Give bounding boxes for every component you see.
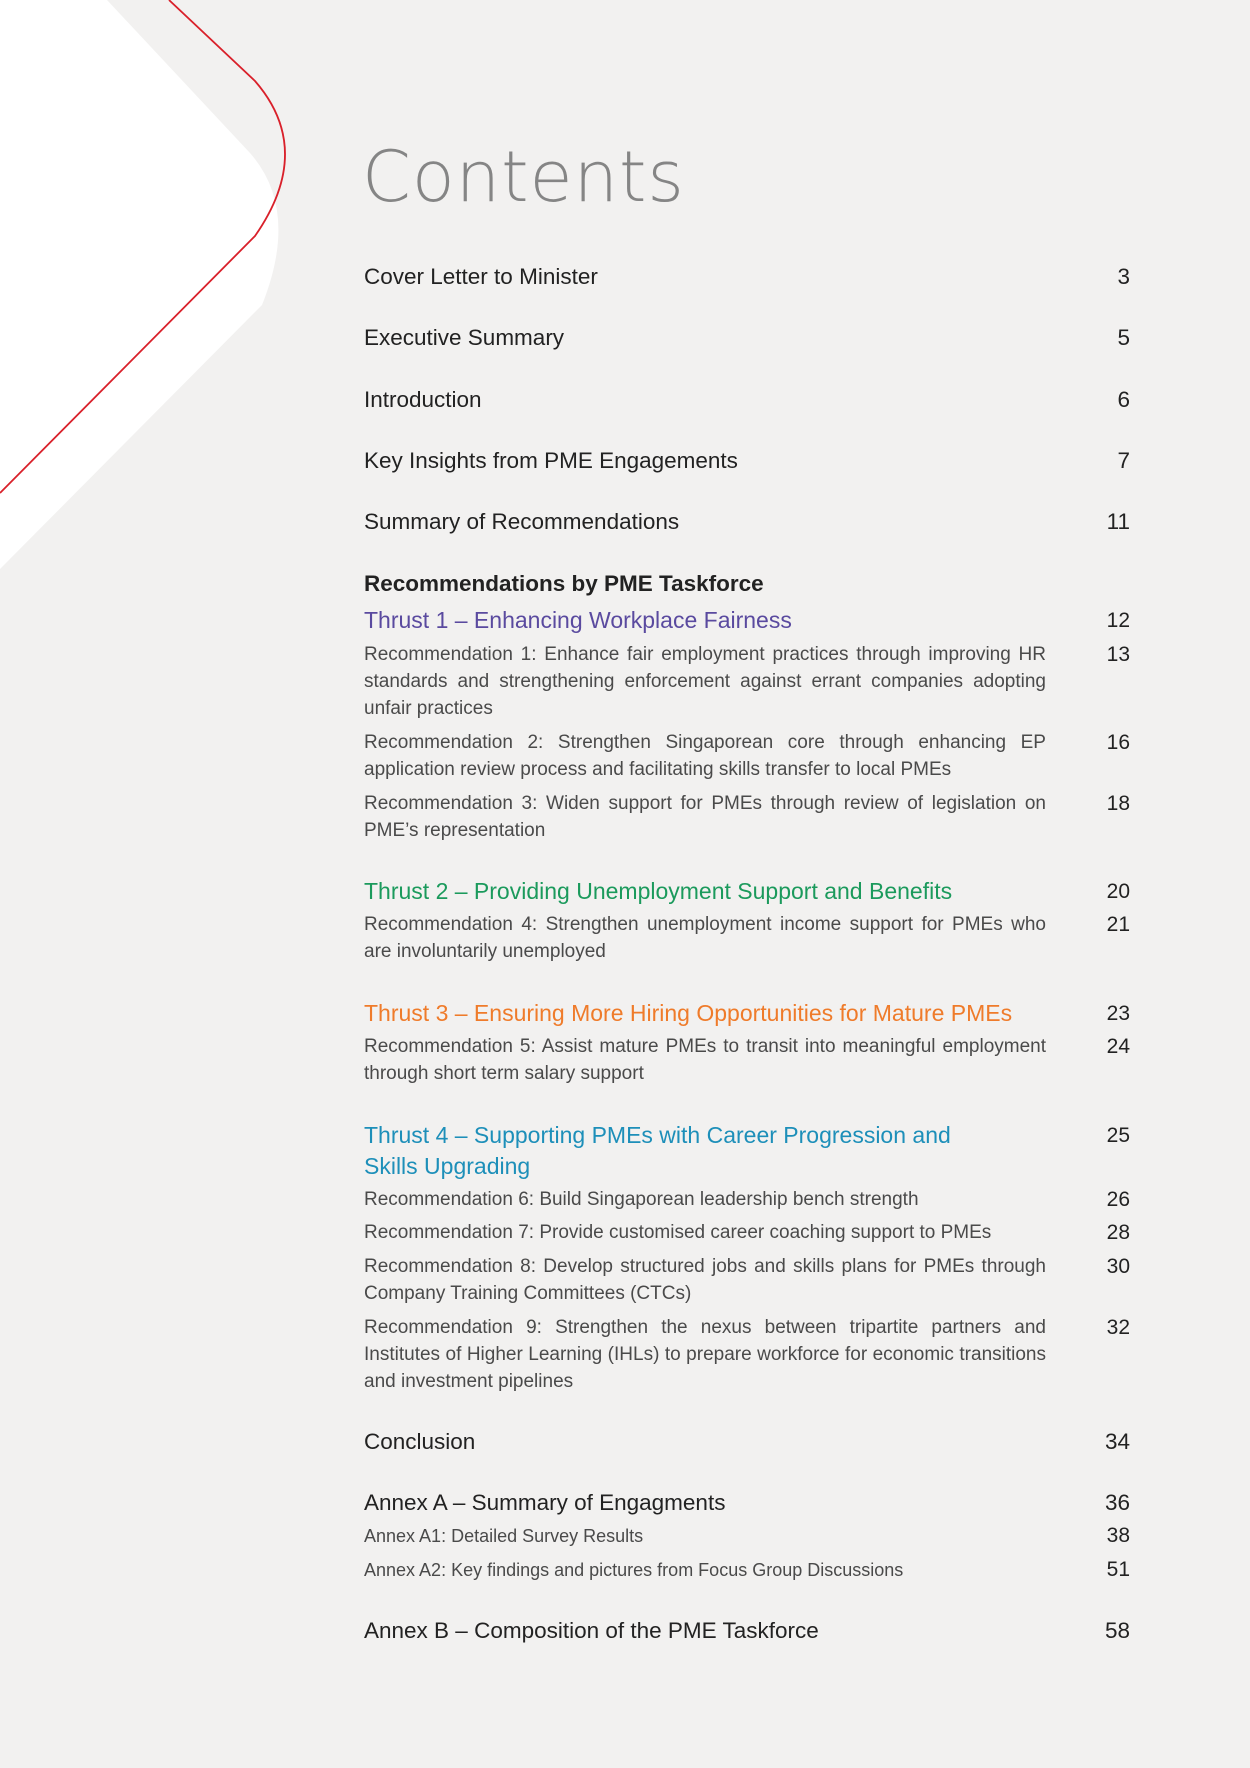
toc-label: Recommendation 9: Strengthen the nexus between tripartite partners and Institutes of Higher Learning (IHLs) to prepare workforce for economic transitions and investment pipelines xyxy=(364,1317,1046,1392)
toc-entry-recommendation-3[interactable] xyxy=(364,790,1130,844)
toc-label: Recommendation 7: Provide customised career coaching support to PMEs xyxy=(364,1222,992,1243)
toc-section-heading xyxy=(364,569,1130,599)
toc-label: Recommendation 3: Widen support for PMEs through review of legislation on PME’s representation xyxy=(364,793,1046,841)
toc-page: 23 xyxy=(1106,1002,1130,1025)
toc-page: 16 xyxy=(1106,731,1130,754)
toc-page: 6 xyxy=(1117,387,1130,412)
toc-entry-cover-letter[interactable] xyxy=(364,262,1130,292)
toc-entry-recommendation-1[interactable] xyxy=(364,641,1130,722)
toc-entry-recommendation-6[interactable] xyxy=(364,1186,1130,1213)
toc-entry-conclusion[interactable] xyxy=(364,1427,1130,1457)
toc-page: 36 xyxy=(1104,1490,1130,1515)
toc-entry-introduction[interactable] xyxy=(364,385,1130,415)
toc-label: Recommendation 8: Develop structured jobs and skills plans for PMEs through Company Training Committees (CTCs) xyxy=(364,1256,1046,1304)
toc-entry-key-insights[interactable] xyxy=(364,446,1130,476)
toc-label: Recommendation 6: Build Singaporean leadership bench strength xyxy=(364,1189,919,1210)
toc-label: Annex A2: Key findings and pictures from Focus Group Discussions xyxy=(364,1560,904,1580)
toc-entry-thrust-4[interactable] xyxy=(364,1120,1130,1182)
white-rounded-diamond xyxy=(0,0,278,569)
toc-page: 38 xyxy=(1106,1524,1130,1547)
toc-page: 25 xyxy=(1106,1124,1130,1147)
decorative-corner-shape xyxy=(0,0,320,600)
toc-label: Conclusion xyxy=(364,1429,476,1454)
toc-label: Thrust 3 – Ensuring More Hiring Opportunities for Mature PMEs xyxy=(364,1000,1013,1026)
toc-entry-executive-summary[interactable] xyxy=(364,323,1130,353)
toc-page: 5 xyxy=(1117,325,1130,350)
toc-page: 32 xyxy=(1106,1316,1130,1339)
page-title: Contents xyxy=(362,136,685,218)
toc-label: Thrust 4 – Supporting PMEs with Career Progression and Skills Upgrading xyxy=(364,1122,951,1179)
toc-label: Recommendations by PME Taskforce xyxy=(364,571,764,596)
toc-label: Annex B – Composition of the PME Taskforce xyxy=(364,1618,819,1643)
toc-label: Recommendation 2: Strengthen Singaporean core through enhancing EP application review process and facilitating skills transfer to local PMEs xyxy=(364,732,1046,780)
toc-page: 11 xyxy=(1106,509,1130,534)
toc-page: 18 xyxy=(1106,792,1130,815)
toc-label: Cover Letter to Minister xyxy=(364,264,598,289)
toc-entry-recommendation-2[interactable] xyxy=(364,729,1130,783)
toc-entry-summary-of-recommendations[interactable] xyxy=(364,507,1130,537)
toc-page: 26 xyxy=(1106,1188,1130,1211)
toc-entry-annex-a2[interactable] xyxy=(364,1557,1130,1583)
toc-page: 28 xyxy=(1106,1221,1130,1244)
toc-page: 51 xyxy=(1106,1558,1130,1581)
toc-label: Thrust 2 – Providing Unemployment Support and Benefits xyxy=(364,878,953,904)
toc-entry-thrust-3[interactable] xyxy=(364,998,1130,1029)
toc-page: 30 xyxy=(1106,1255,1130,1278)
toc-label: Annex A – Summary of Engagments xyxy=(364,1490,726,1515)
toc-entry-recommendation-4[interactable] xyxy=(364,911,1130,965)
toc-page: 34 xyxy=(1104,1429,1130,1454)
toc-entry-thrust-2[interactable] xyxy=(364,876,1130,907)
toc-entry-recommendation-9[interactable] xyxy=(364,1314,1130,1395)
toc-label: Recommendation 1: Enhance fair employment practices through improving HR standards and strengthening enforcement against errant companies adopting unfair practices xyxy=(364,644,1046,719)
toc-label: Annex A1: Detailed Survey Results xyxy=(364,1526,644,1546)
toc-page: 58 xyxy=(1104,1618,1130,1643)
toc-page: 13 xyxy=(1106,643,1130,666)
toc-label: Recommendation 4: Strengthen unemployment income support for PMEs who are involuntarily unemployed xyxy=(364,914,1046,962)
toc-page: 20 xyxy=(1106,880,1130,903)
toc-label: Executive Summary xyxy=(364,325,565,350)
toc-entry-annex-a1[interactable] xyxy=(364,1523,1130,1549)
toc-entry-recommendation-7[interactable] xyxy=(364,1219,1130,1246)
toc-entry-recommendation-5[interactable] xyxy=(364,1033,1130,1087)
toc-page: 3 xyxy=(1117,264,1130,289)
toc-label: Thrust 1 – Enhancing Workplace Fairness xyxy=(364,607,792,633)
toc-page: 24 xyxy=(1106,1035,1130,1058)
toc-entry-annex-b[interactable] xyxy=(364,1616,1130,1646)
toc-entry-recommendation-8[interactable] xyxy=(364,1253,1130,1307)
toc-entry-thrust-1[interactable] xyxy=(364,605,1130,636)
toc-label: Summary of Recommendations xyxy=(364,509,680,534)
toc-page: 7 xyxy=(1117,448,1130,473)
toc-page: 21 xyxy=(1106,913,1130,936)
toc-label: Introduction xyxy=(364,387,482,412)
toc-entry-annex-a[interactable] xyxy=(364,1488,1130,1518)
toc-page: 12 xyxy=(1106,609,1130,632)
toc-label: Recommendation 5: Assist mature PMEs to transit into meaningful employment through short term salary support xyxy=(364,1036,1046,1084)
toc-label: Key Insights from PME Engagements xyxy=(364,448,738,473)
